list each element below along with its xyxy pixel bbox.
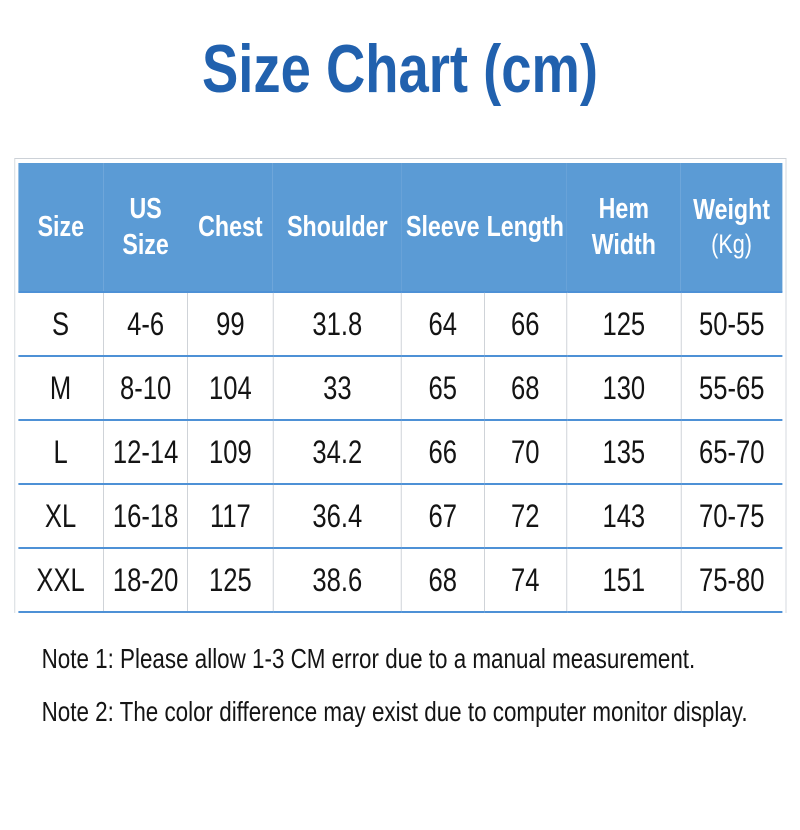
header-cell-us-size (104, 163, 188, 292)
table-row-xxl (18, 548, 782, 612)
cell-s-size: S (18, 292, 104, 356)
size-table-grid (18, 163, 782, 613)
header-label-line: US (129, 192, 162, 225)
header-label-line: Weight (693, 194, 770, 226)
cell-xl-weight-kg: 70-75 (681, 484, 782, 548)
header-label-line: Hem (598, 192, 649, 225)
cell-xl-us-size: 16-18 (104, 484, 188, 548)
cell-xxl-shoulder: 38.6 (273, 548, 401, 612)
header-cell-length (484, 163, 567, 292)
cell-l-shoulder: 34.2 (273, 420, 401, 484)
table-row-l (18, 420, 782, 484)
cell-xl-shoulder: 36.4 (273, 484, 401, 548)
cell-s-weight-kg: 50-55 (681, 292, 782, 356)
header-label-line: Size (37, 210, 84, 243)
cell-xl-size: XL (18, 484, 104, 548)
cell-l-hem-width: 135 (567, 420, 682, 484)
cell-m-size: M (18, 356, 104, 420)
cell-s-length: 66 (484, 292, 567, 356)
cell-l-length: 70 (484, 420, 567, 484)
table-row-xl (18, 484, 782, 548)
header-row (18, 163, 782, 292)
cell-m-shoulder: 33 (273, 356, 401, 420)
cell-s-shoulder: 31.8 (273, 292, 401, 356)
header-cell-size (18, 163, 104, 292)
header-label-line: Size (122, 229, 169, 261)
cell-m-length: 68 (484, 356, 567, 420)
note-2: Note 2: The color difference may exist due to computer monitor display. (41, 696, 748, 727)
cell-l-sleeve: 66 (402, 420, 485, 484)
header-label-line: Chest (198, 210, 263, 243)
cell-l-weight-kg: 65-70 (681, 420, 782, 484)
cell-m-weight-kg: 55-65 (681, 356, 782, 420)
table-row-s (18, 292, 782, 356)
header-label-line: Length (486, 210, 564, 243)
size-chart-image (0, 30, 800, 830)
notes-section (42, 643, 800, 728)
header-cell-sleeve (402, 163, 485, 292)
page-title: Size Chart (cm) (202, 31, 598, 107)
header-cell-chest (188, 163, 274, 292)
cell-l-us-size: 12-14 (104, 420, 188, 484)
cell-m-us-size: 8-10 (104, 356, 188, 420)
cell-xxl-chest: 125 (188, 548, 274, 612)
size-table (14, 158, 786, 613)
header-cell-shoulder (273, 163, 401, 292)
cell-xl-sleeve: 67 (402, 484, 485, 548)
cell-l-chest: 109 (188, 420, 274, 484)
cell-m-hem-width: 130 (567, 356, 682, 420)
header-cell-hem-width (567, 163, 682, 292)
cell-s-hem-width: 125 (567, 292, 682, 356)
header-cell-weight-kg (681, 163, 782, 292)
cell-xxl-weight-kg: 75-80 (681, 548, 782, 612)
table-row-m (18, 356, 782, 420)
cell-xxl-us-size: 18-20 (104, 548, 188, 612)
cell-xl-length: 72 (484, 484, 567, 548)
header-label-line: Width (591, 229, 656, 261)
cell-s-us-size: 4-6 (104, 292, 188, 356)
cell-xxl-length: 74 (484, 548, 567, 612)
cell-xl-chest: 117 (188, 484, 274, 548)
cell-xxl-sleeve: 68 (402, 548, 485, 612)
cell-xxl-hem-width: 151 (567, 548, 682, 612)
header-label-line: (Kg) (711, 229, 752, 260)
cell-s-chest: 99 (188, 292, 274, 356)
header-label-line: Shoulder (287, 210, 388, 243)
cell-s-sleeve: 64 (402, 292, 485, 356)
cell-xxl-size: XXL (18, 548, 104, 612)
cell-l-size: L (18, 420, 104, 484)
note-1: Note 1: Please allow 1-3 CM error due to a manual measurement. (41, 643, 696, 674)
cell-m-chest: 104 (188, 356, 274, 420)
header-label-line: Sleeve (405, 210, 480, 243)
cell-xl-hem-width: 143 (567, 484, 682, 548)
cell-m-sleeve: 65 (402, 356, 485, 420)
